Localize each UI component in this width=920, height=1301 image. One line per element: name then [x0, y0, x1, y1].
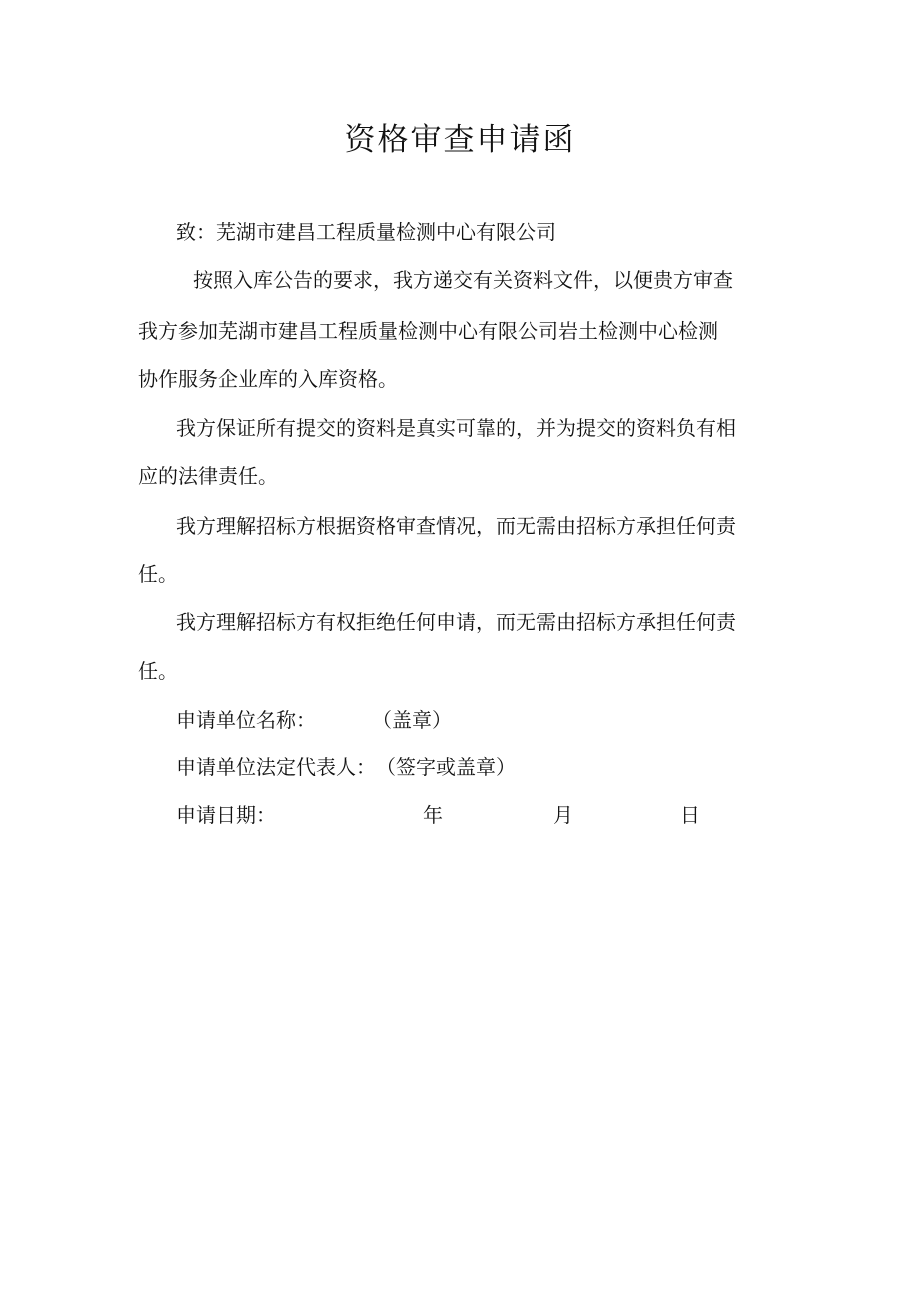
paragraph-2-line-2: 应的法律责任。: [138, 464, 278, 488]
date-year-label: 年: [423, 803, 443, 827]
date-label: 申请日期：: [176, 803, 276, 827]
application-date-row: [176, 801, 736, 829]
legal-rep-sign-note: （签字或盖章）: [376, 755, 516, 779]
paragraph-3-line-2: 任。: [138, 562, 178, 586]
paragraph-2-line-1: 我方保证所有提交的资料是真实可靠的，并为提交的资料负有相: [176, 416, 736, 440]
paragraph-4-line-1: 我方理解招标方有权拒绝任何申请，而无需由招标方承担任何责: [176, 610, 736, 634]
legal-rep-label: 申请单位法定代表人：: [176, 755, 376, 779]
paragraph-1-line-2: 我方参加芜湖市建昌工程质量检测中心有限公司岩土检测中心检测: [138, 319, 718, 343]
paragraph-1-line-3: 协作服务企业库的入库资格。: [138, 367, 398, 391]
legal-rep-row: [176, 753, 516, 781]
date-month-label: 月: [553, 803, 573, 827]
applicant-name-label: 申请单位名称：: [176, 708, 316, 732]
paragraph-1-line-1: 按照入库公告的要求，我方递交有关资料文件，以便贵方审查: [193, 268, 733, 292]
paragraph-3-line-1: 我方理解招标方根据资格审查情况，而无需由招标方承担任何责: [176, 514, 736, 538]
applicant-name-seal-note: （盖章）: [372, 708, 452, 732]
addressee-line: 致：芜湖市建昌工程质量检测中心有限公司: [176, 220, 556, 244]
paragraph-4-line-2: 任。: [138, 659, 178, 683]
date-day-label: 日: [680, 803, 700, 827]
document-title: 资格审查申请函: [344, 122, 576, 158]
applicant-name-row: [176, 706, 452, 734]
